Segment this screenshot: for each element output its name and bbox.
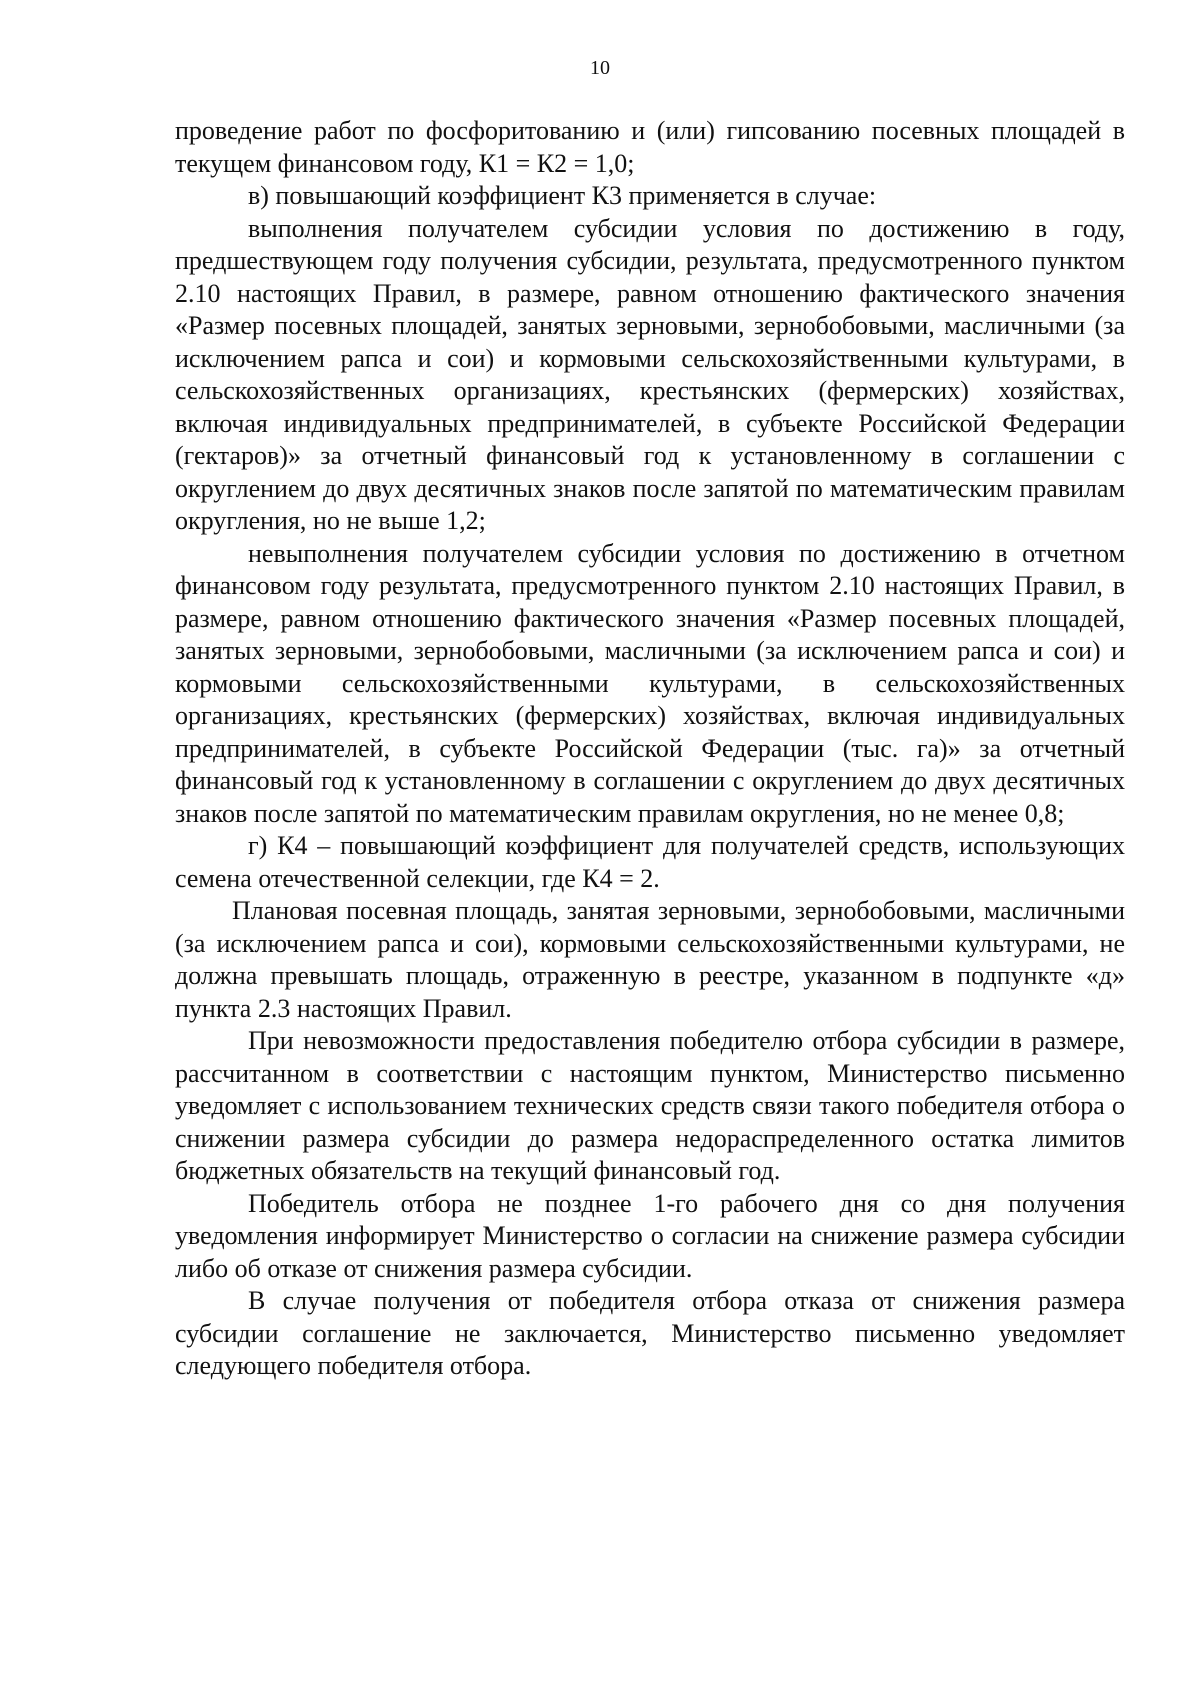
paragraph-item-v: в) повышающий коэффициент К3 применяется в случае: xyxy=(248,181,877,210)
paragraph-fulfillment: выполнения получателем субсидии условия по достижению в году, предшествующем году получения субсидии, результата, предусмотренного пунктом 2.10 настоящих Правил, в размере, равном отношению фактического значения «Размер посевных площадей, занятых зерновыми, зернобобовыми, масличными (за исключением рапса и сои) и кормовыми сельскохозяйственными культурами, в сельскохозяйственных организациях, крестьянских (фермерских) хозяйствах, включая индивидуальных предпринимателей, в субъекте Российской Федерации (гектаров)» за отчетный финансовый год к установленному в соглашении с округлением до двух десятичных знаков после запятой по математическим правилам округления, но не выше 1,2; xyxy=(175,213,1125,535)
paragraph-refusal: В случае получения от победителя отбора отказа от снижения размера субсидии соглашение не заключается, Министерство письменно уведомляет следующего победителя отбора. xyxy=(175,1286,1125,1380)
paragraph-impossibility: При невозможности предоставления победителю отбора субсидии в размере, рассчитанном в соответствии с настоящим пунктом, Министерство письменно уведомляет с использованием технических средств связи такого победителя отбора о снижении размера субсидии до размера недораспределенного остатка лимитов бюджетных обязательств на текущий финансовый год. xyxy=(175,1026,1125,1185)
paragraph-planned-area: Плановая посевная площадь, занятая зерновыми, зернобобовыми, масличными (за исключением рапса и сои), кормовыми сельскохозяйственными культурами, не должна превышать площадь, отраженную в реестре, указанном в подпункте «д» пункта 2.3 настоящих Правил. xyxy=(175,896,1125,1023)
paragraph-item-g: г) К4 – повышающий коэффициент для получателей средств, использующих семена отечественной селекции, где К4 = 2. xyxy=(175,831,1125,893)
paragraph-continuation: проведение работ по фосфоритованию и (или) гипсованию посевных площадей в текущем финансовом году, К1 = К2 = 1,0; xyxy=(175,116,1125,178)
document-body xyxy=(175,115,1125,1383)
paragraph-winner-notice: Победитель отбора не позднее 1-го рабочего дня со дня получения уведомления информирует Министерство о согласии на снижение размера субсидии либо об отказе от снижения размера субсидии. xyxy=(175,1188,1125,1283)
paragraph-nonfulfillment: невыполнения получателем субсидии условия по достижению в отчетном финансовом году результата, предусмотренного пунктом 2.10 настоящих Правил, в размере, равном отношению фактического значения «Размер посевных площадей, занятых зерновыми, зернобобовыми, масличными (за исключением рапса и сои) и кормовыми сельскохозяйственными культурами, в сельскохозяйственных организациях, крестьянских (фермерских) хозяйствах, включая индивидуальных предпринимателей, в субъекте Российской Федерации (тыс. га)» за отчетный финансовый год к установленному в соглашении с округлением до двух десятичных знаков после запятой по математическим правилам округления, но не менее 0,8; xyxy=(175,538,1125,828)
page-number: 10 xyxy=(590,57,610,79)
